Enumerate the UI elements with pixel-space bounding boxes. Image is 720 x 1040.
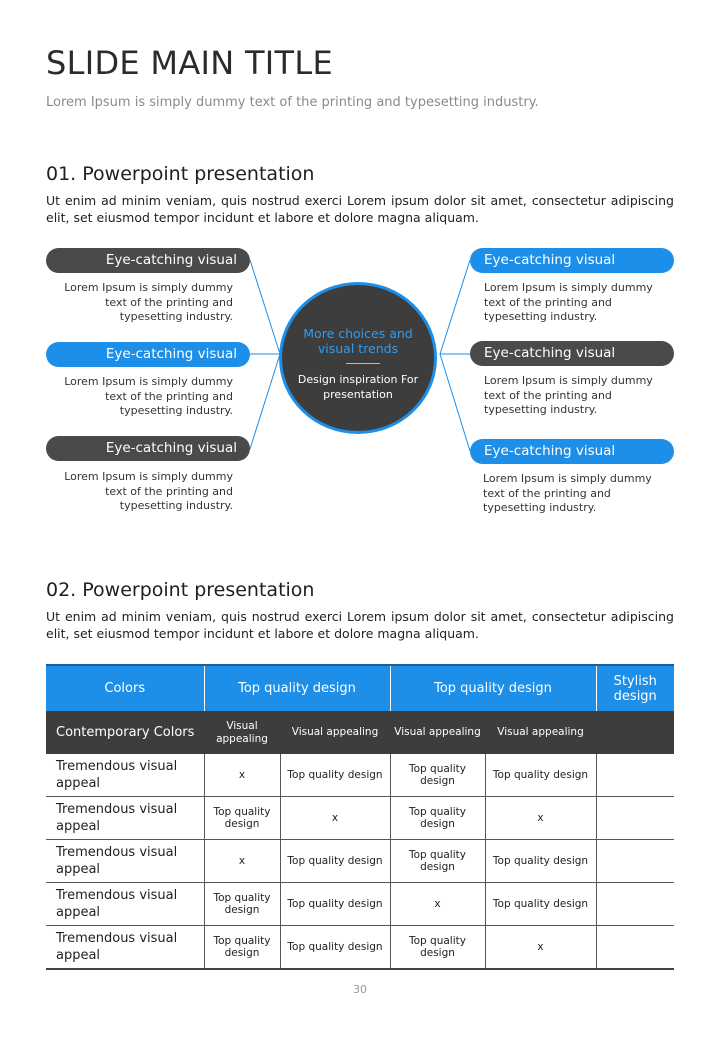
table-cell: Top quality design [280, 754, 390, 797]
table-header-row-1 [46, 665, 674, 711]
table-cell: Top quality design [485, 754, 596, 797]
table-cell: Top quality design [280, 883, 390, 926]
left-item-3-pill: Eye-catching visual [46, 436, 250, 461]
table-cell: Top quality design [390, 840, 485, 883]
table-subheader-cell: Visual appealing [280, 711, 390, 754]
right-item-3-desc: Lorem Ipsum is simply dummy text of the printing and typesetting industry. [483, 472, 652, 514]
table-cell: Tremendous visual appeal [46, 926, 204, 970]
table-row [46, 926, 674, 970]
table-cell: Top quality design [485, 883, 596, 926]
page-number: 30 [353, 983, 367, 996]
table-cell [596, 840, 674, 883]
table-cell: Top quality design [204, 797, 280, 840]
table-subheader-cell: Visual appealing [485, 711, 596, 754]
section1-title: 01. Powerpoint presentation [46, 163, 315, 185]
table-header-cell: Stylish design [596, 665, 674, 711]
table-cell: Top quality design [390, 926, 485, 970]
comparison-table [46, 664, 674, 970]
section2-title: 02. Powerpoint presentation [46, 579, 315, 601]
table-header-cell: Top quality design [390, 665, 596, 711]
table-row [46, 840, 674, 883]
left-item-2-pill: Eye-catching visual [46, 342, 250, 367]
table-cell: x [485, 926, 596, 970]
table-header-row-2 [46, 711, 674, 754]
table-row [46, 754, 674, 797]
table-cell [596, 754, 674, 797]
table-cell: x [390, 883, 485, 926]
table-cell: Tremendous visual appeal [46, 797, 204, 840]
table-cell [596, 883, 674, 926]
section1-body: Ut enim ad minim veniam, quis nostrud exerci Lorem ipsum dolor sit amet, consectetur adipiscing elit, set eiusmod tempor incidunt et labore et dolore magna aliquam. [46, 193, 674, 225]
right-item-3-pill: Eye-catching visual [470, 439, 674, 464]
table-cell [596, 926, 674, 970]
center-subtext: Design inspiration For presentation [297, 373, 419, 401]
table-cell: Top quality design [204, 883, 280, 926]
table-cell: Top quality design [485, 840, 596, 883]
table-subheader-cell: Visual appealing [390, 711, 485, 754]
right-item-1-pill: Eye-catching visual [470, 248, 674, 273]
table-cell: x [485, 797, 596, 840]
table-cell: x [280, 797, 390, 840]
table-header-cell: Top quality design [204, 665, 390, 711]
table-cell: Top quality design [390, 797, 485, 840]
section2-body: Ut enim ad minim veniam, quis nostrud exerci Lorem ipsum dolor sit amet, consectetur adipiscing elit, set eiusmod tempor incidunt et labore et dolore magna aliquam. [46, 609, 674, 641]
table-cell: Top quality design [204, 926, 280, 970]
table-cell: x [204, 840, 280, 883]
table-cell: Top quality design [280, 926, 390, 970]
center-circle [279, 282, 437, 434]
left-item-2-desc: Lorem Ipsum is simply dummy text of the printing and typesetting industry. [64, 375, 233, 417]
left-item-1-desc: Lorem Ipsum is simply dummy text of the printing and typesetting industry. [64, 281, 233, 323]
center-divider [346, 363, 380, 364]
right-item-1-desc: Lorem Ipsum is simply dummy text of the printing and typesetting industry. [484, 281, 653, 323]
table-cell: Tremendous visual appeal [46, 883, 204, 926]
slide-title: SLIDE MAIN TITLE [46, 44, 334, 82]
center-heading: More choices and visual trends [303, 326, 413, 356]
table-row [46, 883, 674, 926]
left-item-1-pill: Eye-catching visual [46, 248, 250, 273]
table-cell [596, 797, 674, 840]
table-header-cell: Colors [46, 665, 204, 711]
table-cell: Top quality design [390, 754, 485, 797]
right-item-2-desc: Lorem Ipsum is simply dummy text of the printing and typesetting industry. [484, 374, 653, 416]
slide-subtitle: Lorem Ipsum is simply dummy text of the printing and typesetting industry. [46, 95, 539, 110]
table-subheader-cell: Contemporary Colors [46, 711, 204, 754]
table-cell: Tremendous visual appeal [46, 754, 204, 797]
table-subheader-cell [596, 711, 674, 754]
left-item-3-desc: Lorem Ipsum is simply dummy text of the printing and typesetting industry. [64, 470, 233, 512]
table-cell: Top quality design [280, 840, 390, 883]
table-cell: x [204, 754, 280, 797]
table-subheader-cell: Visual appealing [204, 711, 280, 754]
right-item-2-pill: Eye-catching visual [470, 341, 674, 366]
table-row [46, 797, 674, 840]
table-cell: Tremendous visual appeal [46, 840, 204, 883]
